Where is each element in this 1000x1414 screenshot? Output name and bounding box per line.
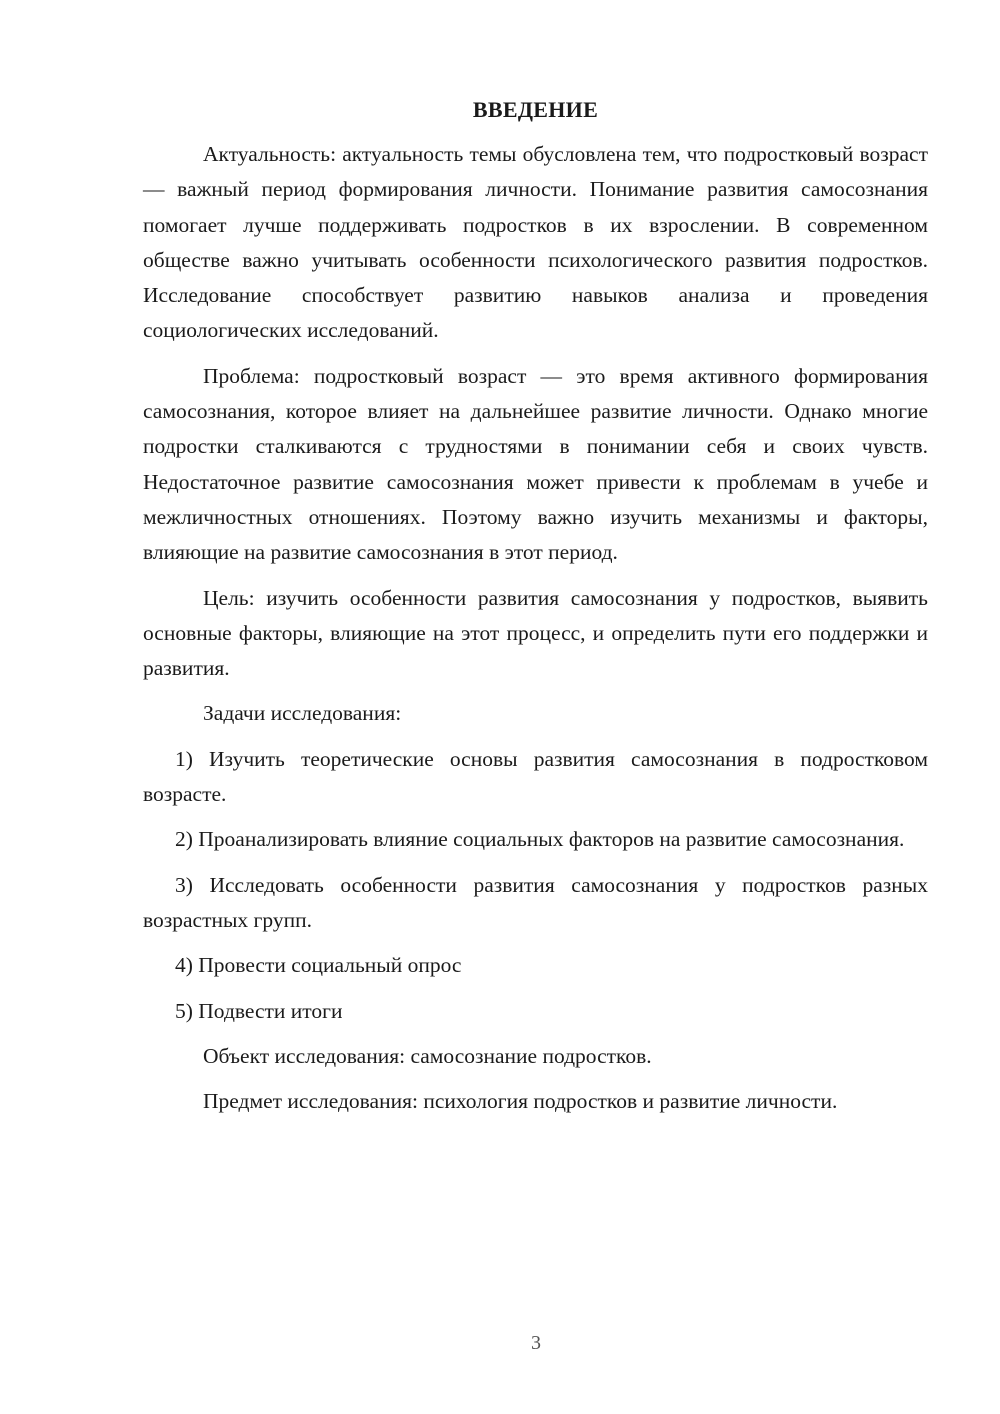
research-object-paragraph: Объект исследования: самосознание подростков. xyxy=(203,1043,652,1068)
task-item-5: 5) Подвести итоги xyxy=(175,998,343,1023)
task-item-2: 2) Проанализировать влияние социальных факторов на развитие самосознания. xyxy=(175,827,905,852)
document-title: ВВЕДЕНИЕ xyxy=(472,97,599,122)
page-number: 3 xyxy=(531,1332,541,1354)
document-page xyxy=(143,92,928,1129)
tasks-heading: Задачи исследования: xyxy=(203,701,402,726)
relevance-paragraph: Актуальность: актуальность темы обусловлена тем, что подростковый возраст — важный период формирования личности. Понимание развития самосознания помогает лучше поддерживать подростков в их взрослении. В современном обществе важно учитывать особенности психологического развития подростков. Исследование способствует развитию навыков анализа и проведения социологических исследований. xyxy=(143,142,928,343)
task-item-3: 3) Исследовать особенности развития самосознания у подростков разных возрастных групп. xyxy=(143,872,928,932)
task-item-4: 4) Провести социальный опрос xyxy=(175,953,462,978)
research-subject-paragraph: Предмет исследования: психология подростков и развитие личности. xyxy=(203,1089,838,1114)
goal-paragraph: Цель: изучить особенности развития самосознания у подростков, выявить основные факторы, влияющие на этот процесс, и определить пути его поддержки и развития. xyxy=(143,585,928,681)
task-item-1: 1) Изучить теоретические основы развития самосознания в подростковом возрасте. xyxy=(143,746,928,807)
problem-paragraph: Проблема: подростковый возраст — это время активного формирования самосознания, которое влияет на дальнейшее развитие личности. Однако многие подростки сталкиваются с трудностями в понимании себя и своих чувств. Недостаточное развитие самосознания может привести к проблемам в учебе и межличностных отношениях. Поэтому важно изучить механизмы и факторы, влияющие на развитие самосознания в этот период. xyxy=(143,363,928,565)
